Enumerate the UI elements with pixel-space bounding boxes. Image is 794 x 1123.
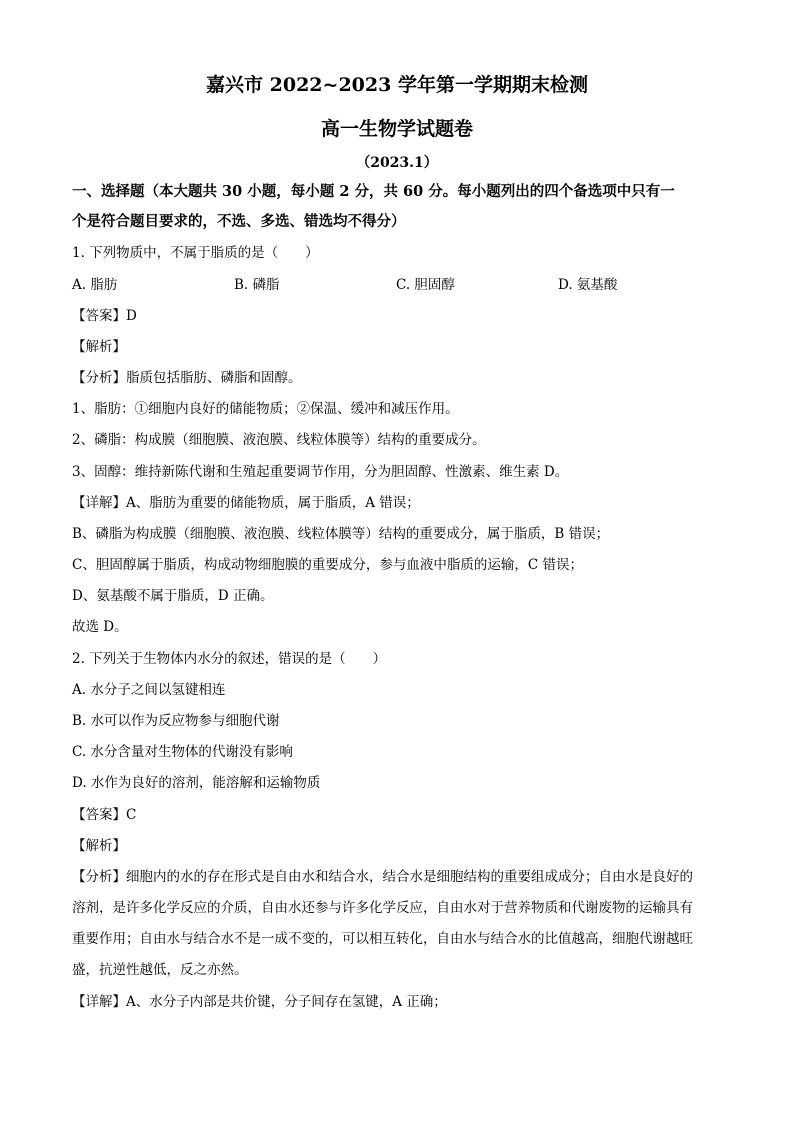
- question-1-option-a: A. 脂肪: [72, 277, 118, 293]
- question-1-analysis-label: 【解析】: [72, 339, 126, 355]
- exam-subtitle: 高一生物学试题卷: [320, 118, 473, 140]
- exam-title: 嘉兴市 2022~2023 学年第一学期期末检测: [206, 74, 588, 96]
- question-1-analysis-line: 【分析】脂质包括脂肪、磷脂和固醇。: [72, 370, 302, 386]
- question-1-answer: 【答案】D: [72, 308, 137, 324]
- question-1-analysis-line: 3、固醇：维持新陈代谢和生殖起重要调节作用，分为胆固醇、性激素、维生素 D。: [72, 464, 569, 480]
- question-1-analysis-line: 2、磷脂：构成膜（细胞膜、液泡膜、线粒体膜等）结构的重要成分。: [72, 432, 486, 448]
- question-2-option-c: C. 水分含量对生物体的代谢没有影响: [72, 744, 293, 760]
- question-1-analysis-line: 【详解】A、脂肪为重要的储能物质，属于脂质，A 错误；: [72, 495, 420, 511]
- question-2-analysis-line: 重要作用；自由水与结合水不是一成不变的，可以相互转化，自由水与结合水的比值越高，细胞代谢越旺: [72, 931, 693, 947]
- question-2-option-a: A. 水分子之间以氢键相连: [72, 682, 226, 698]
- question-2-option-d: D. 水作为良好的溶剂，能溶解和运输物质: [72, 775, 321, 791]
- question-2-analysis-line: 盛，抗逆性越低，反之亦然。: [72, 962, 248, 978]
- question-2-analysis-line: 【分析】细胞内的水的存在形式是自由水和结合水，结合水是细胞结构的重要组成成分；自由水是良好的: [72, 869, 693, 885]
- question-1-analysis-line: D、氨基酸不属于脂质，D 正确。: [72, 588, 274, 604]
- question-2-analysis-label: 【解析】: [72, 838, 126, 854]
- question-2-stem: 2. 下列关于生物体内水分的叙述，错误的是（ ）: [72, 651, 387, 667]
- question-1-option-c: C. 胆固醇: [396, 277, 455, 293]
- question-2-analysis-line: 【详解】A、水分子内部是共价键，分子间存在氢键，A 正确；: [72, 994, 447, 1010]
- question-1-analysis-line: 1、脂肪：①细胞内良好的储能物质；②保温、缓冲和减压作用。: [72, 401, 459, 417]
- question-2-analysis-line: 溶剂，是许多化学反应的介质，自由水还参与许多化学反应，自由水对于营养物质和代谢废物的运输具有: [72, 900, 693, 916]
- section-heading-line-2: 个是符合题目要求的，不选、多选、错选均不得分）: [72, 213, 406, 230]
- section-heading-line-1: 一、选择题（本大题共 30 小题，每小题 2 分，共 60 分。每小题列出的四个备选项中只有一: [72, 183, 675, 200]
- question-1-conclusion: 故选 D。: [72, 619, 128, 635]
- question-1-option-d: D. 氨基酸: [558, 277, 618, 293]
- exam-date: （2023.1）: [356, 155, 438, 171]
- question-1-analysis-line: C、胆固醇属于脂质，构成动物细胞膜的重要成分，参与血液中脂质的运输，C 错误；: [72, 557, 583, 573]
- question-1-analysis-line: B、磷脂为构成膜（细胞膜、液泡膜、线粒体膜等）结构的重要成分，属于脂质，B 错误；: [72, 526, 610, 542]
- question-2-answer: 【答案】C: [72, 807, 137, 823]
- question-1-stem: 1. 下列物质中，不属于脂质的是（ ）: [72, 245, 319, 261]
- question-2-option-b: B. 水可以作为反应物参与细胞代谢: [72, 713, 280, 729]
- question-1-option-b: B. 磷脂: [234, 277, 280, 293]
